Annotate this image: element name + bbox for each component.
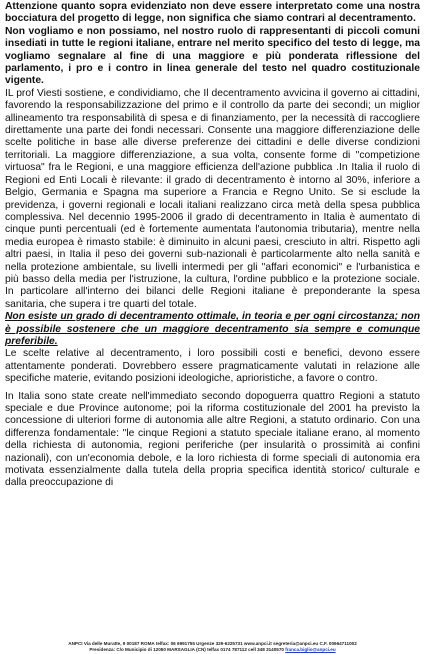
- footer-email-link[interactable]: franca.biglio@anpci.eu: [285, 647, 336, 652]
- paragraph-italy-regions: In Italia sono state create nell'immediato secondo dopoguerra quattro Regioni a statuto speciale e due Province autonome; poi la riforma costituzionale del 2001 ha previsto la concessione di ulteriori forme di autonomia alle altre Regioni, a statuto ordinario. Con una differenza fondamentale: "le cinque Regioni a statuto speciale italiane erano, al momento della richiesta di autonomia, regioni periferiche (per insularità o prossimità ai confini nazionali), con un'economia debole, e la loro richiesta di forme speciali di autonomia era motivata essenzialmente dalla tutela della propria specifica identità storico/ culturale e dalla preoccupazione di: [5, 390, 420, 489]
- letterhead-footer: [0, 641, 425, 653]
- paragraph-key-statement: Non esiste un grado di decentramento ottimale, in teoria e per ogni circostanza; non è possibile sostenere che un maggiore decentramento sia sempre e comunque preferibile.: [5, 311, 420, 347]
- paragraph-position: Non vogliamo e non possiamo, nel nostro ruolo di rappresentanti di piccoli comuni insediati in tutte le regioni italiane, entrare nel merito specifico del testo di legge, ma vogliamo segnalare al fine di una maggiore e più ponderata riflessione del parlamento, i pro e i contro in linea generale del testo nel quadro costituzionale vigente.: [5, 25, 420, 87]
- paragraph-viesti-analysis: IL prof Viesti sostiene, e condividiamo, che Il decentramento avvicina il governo ai cittadini, favorendo la responsabilizzazione del primo e il controllo da parte dei secondi; un miglior allineamento tra responsabilità di spesa e di finanziamento, per la necessità di raccogliere direttamente una parte dei fondi necessari. Consente una maggiore differenziazione delle scelte politiche in base alle diverse preferenze dei cittadini e delle diverse condizioni territoriali. La maggiore differenziazione, a sua volta, consente forme di "competizione virtuosa" fra le Regioni, e una maggiore efficienza dell'azione pubblica .In Italia il ruolo di Regioni ed Enti Locali è rilevante: il grado di decentramento è intorno al 30%, inferiore a Belgio, Germania e Spagna ma superiore a Francia e Regno Unito. Se si esclude la previdenza, i governi regionali e locali italiani realizzano circa metà della spesa pubblica complessiva. Nel decennio 1995-2006 il grado di decentramento in Italia è aumentato di cinque punti percentuali (ed è fortemente aumentata l'autonomia tributaria), mentre nella media europea è rimasto stabile: è diminuito in alcuni paesi, cresciuto in altri. Rispetto agli altri paesi, in Italia il peso dei governi sub-nazionali è particolarmente alto nella sanità e nella protezione ambientale, su livelli intermedi per gli "affari economici" e l'urbanistica e più basso della media per l'istruzione, la cultura, l'ordine pubblico e la protezione sociale. In particolare all'interno dei bilanci delle Regioni italiane è preponderante la spesa sanitaria, che supera i tre quarti del totale.: [5, 87, 420, 310]
- paragraph-choices: Le scelte relative al decentramento, i loro possibili costi e benefici, devono essere attentamente ponderati. Dovrebbero essere pragmaticamente valutati in relazione alle specifiche materie, evitando posizioni ideologiche, aprioristiche, a favore o contro.: [5, 348, 420, 385]
- footer-presidency-line: [0, 647, 425, 653]
- paragraph-disclaimer: Attenzione quanto sopra evidenziato non deve essere interpretato come una nostra bocciatura del progetto di legge, non significa che siamo contrari al decentramento.: [5, 1, 420, 25]
- footer-address-line: ANPCI Via delle Muratte, 9 00187 ROMA telfax: 06 6991755 Urgenze 329-6225731 www.anpci.it segreteria@anpci.eu C.F. 00664711002: [68, 641, 357, 646]
- footer-presidency-text: Presidenza: C/o Municipio di 12050 MARSAGLIA (CN) telfax 0174 787112 cell 348 3140570: [89, 647, 284, 652]
